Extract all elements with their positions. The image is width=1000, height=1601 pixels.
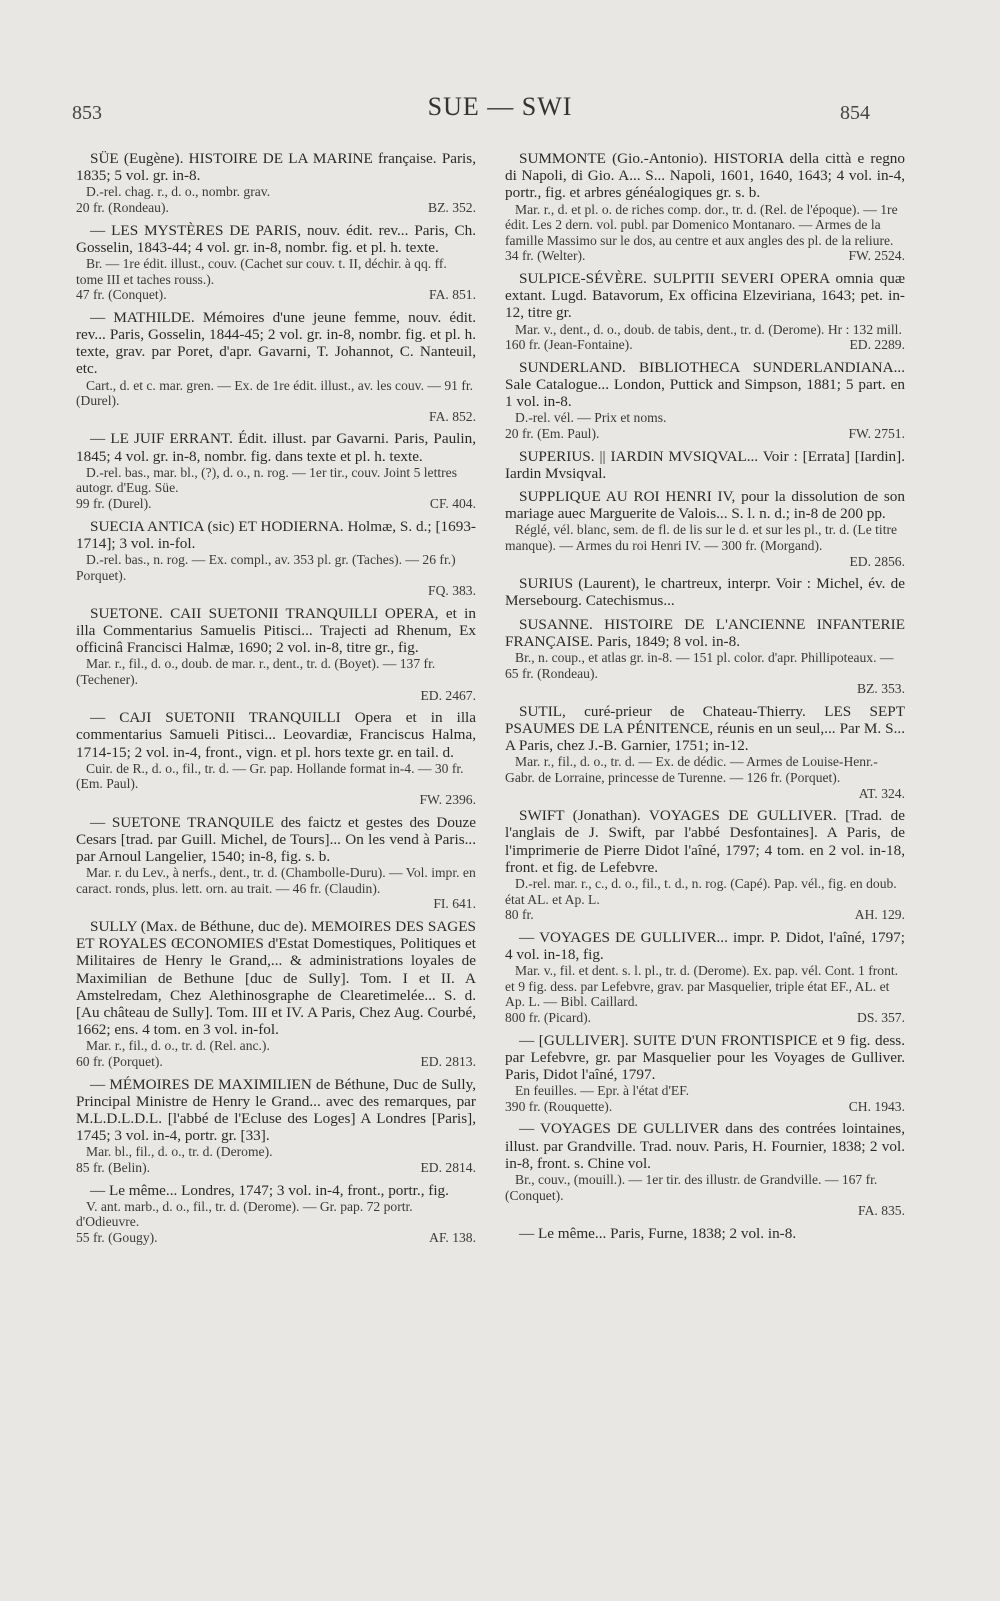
entry-price-line bbox=[505, 554, 905, 570]
catalog-entry bbox=[505, 807, 905, 923]
catalog-entry bbox=[76, 605, 476, 703]
entry-binding-note: Cuir. de R., d. o., fil., tr. d. — Gr. pap. Hollande format in-4. — 30 fr. (Em. Paul). bbox=[76, 760, 464, 792]
catalog-entry bbox=[76, 222, 476, 303]
entry-price-line bbox=[505, 907, 905, 923]
catalog-entry bbox=[505, 150, 905, 264]
entry-price-line bbox=[76, 583, 476, 599]
entry-binding-note: Cart., d. et c. mar. gren. — Ex. de 1re édit. illust., av. les couv. — 91 fr. (Durel). bbox=[76, 377, 474, 409]
entry-price-line bbox=[76, 1230, 476, 1246]
entry-text: SULPICE-SÉVÈRE. SULPITII SEVERI OPERA omnia quæ extant. Lugd. Batavorum, Ex officina Elzeviriana, 1643; pet. in-12, titre gr. bbox=[505, 269, 905, 322]
entry-price-line bbox=[505, 786, 905, 802]
entry-price-line bbox=[505, 681, 905, 697]
catalog-entry bbox=[76, 1076, 476, 1176]
catalog-entry bbox=[505, 1225, 905, 1242]
entry-price-line bbox=[76, 896, 476, 912]
catalog-entry bbox=[505, 575, 905, 609]
entry-price: 60 fr. (Porquet). bbox=[76, 1053, 163, 1069]
entry-binding-note: V. ant. marb., d. o., fil., tr. d. (Derome). — Gr. pap. 72 portr. d'Odieuvre. bbox=[76, 1198, 413, 1230]
entry-text: — VOYAGES DE GULLIVER... impr. P. Didot, l'aîné, 1797; 4 vol. in-18, fig. bbox=[505, 928, 905, 963]
entry-text: — Le même... Paris, Furne, 1838; 2 vol. in-8. bbox=[519, 1224, 797, 1242]
entry-reference: BZ. 353. bbox=[857, 681, 905, 697]
entry-binding-note: Mar. bl., fil., d. o., tr. d. (Derome). bbox=[86, 1144, 273, 1160]
entry-price-line bbox=[76, 1160, 476, 1176]
entry-price-line bbox=[76, 688, 476, 704]
entry-text: SÜE (Eugène). HISTOIRE DE LA MARINE française. Paris, 1835; 5 vol. gr. in-8. bbox=[76, 150, 476, 185]
entry-text: SUTIL, curé-prieur de Chateau-Thierry. LES SEPT PSAUMES DE LA PÉNITENCE, réunis en un seul,... Par M. S... A Paris, chez J.-B. Garnier, 1751; in-12. bbox=[505, 702, 905, 755]
entry-reference: FA. 852. bbox=[429, 408, 476, 424]
entry-reference: FA. 851. bbox=[429, 287, 476, 303]
catalog-entry bbox=[505, 1120, 905, 1218]
catalog-entry bbox=[505, 703, 905, 801]
entry-price-line bbox=[76, 200, 476, 216]
entry-reference: ED. 2856. bbox=[849, 553, 905, 569]
entry-binding-note: Br. — 1re édit. illust., couv. (Cachet sur couv. t. II, déchir. à qq. ff. tome III et taches rouss.). bbox=[76, 256, 447, 287]
entry-reference: AF. 138. bbox=[429, 1229, 476, 1245]
entry-reference: FW. 2396. bbox=[419, 791, 476, 807]
entry-price: 390 fr. (Rouquette). bbox=[505, 1098, 613, 1114]
entry-text: SUETONE. CAII SUETONII TRANQUILLI OPERA, et in illa Commentarius Samuelis Pitisci... Trajecti ad Rhenum, Ex officinâ Francisci Halmæ, 1690; 2 vol. in-8, titre gr., fig. bbox=[76, 604, 476, 657]
entry-price-line bbox=[505, 1010, 905, 1026]
entry-text: SUSANNE. HISTOIRE DE L'ANCIENNE INFANTERIE FRANÇAISE. Paris, 1849; 8 vol. in-8. bbox=[505, 615, 905, 650]
entry-binding-note: Mar. r., fil., d. o., doub. de mar. r., dent., tr. d. (Boyet). — 137 fr. (Techener). bbox=[76, 656, 436, 687]
entry-reference: FA. 835. bbox=[858, 1203, 905, 1219]
entry-binding-note: Mar. r., d. et pl. o. de riches comp. dor., tr. d. (Rel. de l'époque). — 1re édit. Les 2 dern. vol. publ. par Domenico Montanaro. — Armes de la famille Massimo sur le dos, au centre et aux angles des pl. de la reliure. bbox=[505, 201, 898, 248]
entry-text: SUMMONTE (Gio.-Antonio). HISTORIA della città e regno di Napoli, di Gio. A... S... Napoli, 1601, 1640, 1643; 4 vol. in-4, portr., fig. et arbres généalogiques gr. s. b. bbox=[505, 150, 905, 202]
entry-binding-note: D.-rel. bas., n. rog. — Ex. compl., av. 353 pl. gr. (Taches). — 26 fr.) Porquet). bbox=[76, 551, 456, 583]
entry-reference: CH. 1943. bbox=[848, 1098, 905, 1114]
entry-text: SUPPLIQUE AU ROI HENRI IV, pour la dissolution de son mariage auec Marguerite de Valois... S. l. n. d.; in-8 de 200 pp. bbox=[505, 487, 905, 523]
entry-text: SUECIA ANTICA (sic) ET HODIERNA. Holmæ, S. d.; [1693-1714]; 3 vol. in-fol. bbox=[76, 517, 476, 552]
entry-text: — LE JUIF ERRANT. Édit. illust. par Gavarni. Paris, Paulin, 1845; 4 vol. gr. in-8, nombr. fig. dans texte et pl. h. texte. bbox=[76, 430, 476, 465]
entry-binding-note: Réglé, vél. blanc, sem. de fl. de lis sur le d. et sur les pl., tr. d. (Le titre manque). — Armes du roi Henri IV. — 300 fr. (Morgand). bbox=[505, 522, 898, 553]
catalog-entry bbox=[76, 430, 476, 511]
entry-price: 160 fr. (Jean-Fontaine). bbox=[505, 337, 633, 353]
entry-text: — MÉMOIRES DE MAXIMILIEN de Béthune, Duc de Sully, Principal Ministre de Henry le Grand... avec des remarques, par M.L.D.L.D.L. [l'abbé de l'Ecluse des Loges] A Londres [Paris], 1745; 3 vol. in-4, portr. gr. [33]. bbox=[76, 1075, 476, 1145]
catalog-entry bbox=[76, 918, 476, 1070]
entry-reference: FI. 641. bbox=[433, 896, 476, 912]
left-page-number: 853 bbox=[72, 102, 102, 124]
entry-price-line bbox=[76, 1054, 476, 1070]
entry-price: 20 fr. (Rondeau). bbox=[76, 200, 169, 215]
catalog-entry bbox=[505, 270, 905, 353]
entry-reference: ED. 2289. bbox=[849, 337, 905, 353]
entry-binding-note: D.-rel. vél. — Prix et noms. bbox=[515, 410, 667, 426]
entry-text: SULLY (Max. de Béthune, duc de). MEMOIRES DES SAGES ET ROYALES ŒCONOMIES d'Estat Domestiques, Politiques et Militaires de Henry le Grand,... & administrations loyales de Maximilian de Bethune [duc de Sully]. Tom. I et II. A Amstelredam, Chez Alethinosgraphe de Clearetimelée... S. d. [Au château de Sully]. Tom. III et IV. A Paris, Chez Aug. Courbé, 1662; ens. 4 tom. en 3 vol. in-fol. bbox=[76, 917, 476, 1039]
running-head: SUE — SWI bbox=[427, 92, 573, 121]
right-page-number: 854 bbox=[840, 102, 870, 124]
catalog-entry bbox=[76, 518, 476, 599]
entry-text: SURIUS (Laurent), le chartreux, interpr. Voir : Michel, év. de Mersebourg. Catechismus... bbox=[505, 575, 905, 610]
entry-binding-note: Mar. v., fil. et dent. s. l. pl., tr. d. (Derome). Ex. pap. vél. Cont. 1 front. et 9 fig. dess. par Lefebvre, grav. par Masquelier, triple état EF., AL. et Ap. L. — Bibl. Caillard. bbox=[505, 963, 899, 1010]
entry-binding-note: En feuilles. — Epr. à l'état d'EF. bbox=[515, 1083, 690, 1099]
entry-reference: DS. 357. bbox=[857, 1009, 905, 1025]
entry-price-line bbox=[76, 792, 476, 808]
catalog-entry bbox=[505, 929, 905, 1026]
entry-binding-note: D.-rel. chag. r., d. o., nombr. grav. bbox=[86, 184, 271, 200]
catalog-entry bbox=[76, 814, 476, 912]
right-column bbox=[505, 150, 905, 1248]
catalog-entry bbox=[505, 488, 905, 569]
entry-binding-note: Mar. v., dent., d. o., doub. de tabis, dent., tr. d. (Derome). Hr : 132 mill. bbox=[515, 321, 902, 337]
entry-price: 99 fr. (Durel). bbox=[76, 495, 152, 511]
catalog-entry bbox=[505, 1032, 905, 1115]
entry-text: — LES MYSTÈRES DE PARIS, nouv. édit. rev... Paris, Ch. Gosselin, 1843-44; 4 vol. gr. in-8, nombr. fig. et pl. h. texte. bbox=[76, 221, 476, 256]
entry-binding-note: Mar. r. du Lev., à nerfs., dent., tr. d. (Chambolle-Duru). — Vol. impr. en caract. ronds, plus. lett. orn. au trait. — 46 fr. (Claudin). bbox=[76, 865, 476, 896]
catalog-entry bbox=[505, 448, 905, 482]
catalog-entry bbox=[76, 709, 476, 807]
catalog-entry bbox=[76, 1182, 476, 1246]
entry-price-line bbox=[76, 409, 476, 425]
entry-reference: ED. 2814. bbox=[420, 1159, 476, 1175]
entry-binding-note: Br., n. coup., et atlas gr. in-8. — 151 pl. color. d'apr. Phillipoteaux. — 65 fr. (Rondeau). bbox=[505, 649, 894, 681]
entry-text: — [GULLIVER]. SUITE D'UN FRONTISPICE et 9 fig. dess. par Lefebvre, gr. par Masquelier pour les Voyages de Gulliver. Paris, Didot l'aîné, 1797. bbox=[505, 1031, 905, 1083]
entry-price: 47 fr. (Conquet). bbox=[76, 287, 167, 303]
entry-price-line bbox=[505, 426, 905, 442]
entry-reference: FQ. 383. bbox=[428, 583, 476, 599]
entry-price-line bbox=[76, 496, 476, 512]
entry-price: 55 fr. (Gougy). bbox=[76, 1229, 158, 1245]
entry-price: 34 fr. (Welter). bbox=[505, 248, 586, 264]
entry-text: SUPERIUS. || IARDIN MVSIQVAL... Voir : [Errata] [Iardin]. Iardin Mvsiqval. bbox=[505, 447, 905, 482]
entry-text: — CAJI SUETONII TRANQUILLI Opera et in illa commentarius Samueli Pitisci... Leovardiæ, Franciscus Halma, 1714-15; 2 vol. in-4, front., vign. et pl. hors texte gr. en tail. d. bbox=[76, 709, 476, 761]
entry-text: — MATHILDE. Mémoires d'une jeune femme, nouv. édit. rev... Paris, Gosselin, 1844-45; 2 vol. gr. in-8, nombr. fig. et pl. h. texte, grav. par Poret, d'apr. Gavarni, T. Johannot, C. Nanteuil, etc. bbox=[76, 308, 476, 378]
entry-price: 800 fr. (Picard). bbox=[505, 1009, 592, 1025]
page-header bbox=[0, 92, 1000, 132]
catalog-entry bbox=[76, 309, 476, 425]
entry-reference: FW. 2751. bbox=[848, 425, 905, 441]
entry-price-line bbox=[505, 337, 905, 353]
entry-reference: AT. 324. bbox=[858, 785, 905, 801]
entry-reference: FW. 2524. bbox=[848, 248, 905, 264]
entry-text: — SUETONE TRANQUILE des faictz et gestes des Douze Cesars [trad. par Guill. Michel, de Tours]... On les vend à Paris... par Arnoul Langelier, 1540; in-8, fig. s. b. bbox=[76, 813, 476, 865]
entry-reference: CF. 404. bbox=[429, 495, 476, 511]
entry-price: 80 fr. bbox=[505, 907, 534, 923]
entry-binding-note: Br., couv., (mouill.). — 1er tir. des illustr. de Grandville. — 167 fr. (Conquet). bbox=[505, 1171, 878, 1203]
entry-price-line bbox=[505, 248, 905, 264]
entry-reference: AH. 129. bbox=[854, 907, 905, 923]
entry-binding-note: Mar. r., fil., d. o., tr. d. — Ex. de dédic. — Armes de Louise-Henr.-Gabr. de Lorraine, princesse de Turenne. — 126 fr. (Porquet). bbox=[505, 754, 878, 785]
entry-binding-note: D.-rel. mar. r., c., d. o., fil., t. d., n. rog. (Capé). Pap. vél., fig. en doub. état AL. et Ap. L. bbox=[505, 875, 897, 907]
entry-reference: ED. 2813. bbox=[420, 1053, 476, 1069]
catalog-entry bbox=[505, 359, 905, 442]
catalog-entry bbox=[505, 616, 905, 697]
entry-text: SWIFT (Jonathan). VOYAGES DE GULLIVER. [Trad. de l'anglais de J. Swift, par l'abbé Desfontaines]. A Paris, de l'imprimerie de Pierre Didot l'aîné, 1797; 4 tom. en 2 vol. in-18, front. et fig. de Lefebvre. bbox=[505, 807, 905, 876]
entry-price-line bbox=[76, 287, 476, 303]
entry-reference: ED. 2467. bbox=[420, 687, 476, 703]
left-column bbox=[76, 150, 476, 1252]
entry-text: — VOYAGES DE GULLIVER dans des contrées lointaines, illust. par Grandville. Trad. nouv. Paris, H. Fournier, 1838; 2 vol. in-8, front. s. Chine vol. bbox=[505, 1120, 905, 1172]
catalog-entry bbox=[76, 150, 476, 216]
entry-price-line bbox=[505, 1203, 905, 1219]
entry-text: — Le même... Londres, 1747; 3 vol. in-4, front., portr., fig. bbox=[90, 1181, 449, 1199]
entry-text: SUNDERLAND. BIBLIOTHECA SUNDERLANDIANA... Sale Catalogue... London, Puttick and Simpson, 1881; 5 part. en 1 vol. in-8. bbox=[505, 358, 905, 411]
entry-binding-note: Mar. r., fil., d. o., tr. d. (Rel. anc.). bbox=[86, 1038, 270, 1054]
entry-binding-note: D.-rel. bas., mar. bl., (?), d. o., n. rog. — 1er tir., couv. Joint 5 lettres autogr. d'Eug. Süe. bbox=[76, 464, 457, 496]
entry-price-line bbox=[505, 1099, 905, 1115]
entry-price: 85 fr. (Belin). bbox=[76, 1159, 150, 1175]
entry-reference: BZ. 352. bbox=[428, 200, 476, 215]
entry-price: 20 fr. (Em. Paul). bbox=[505, 425, 600, 441]
